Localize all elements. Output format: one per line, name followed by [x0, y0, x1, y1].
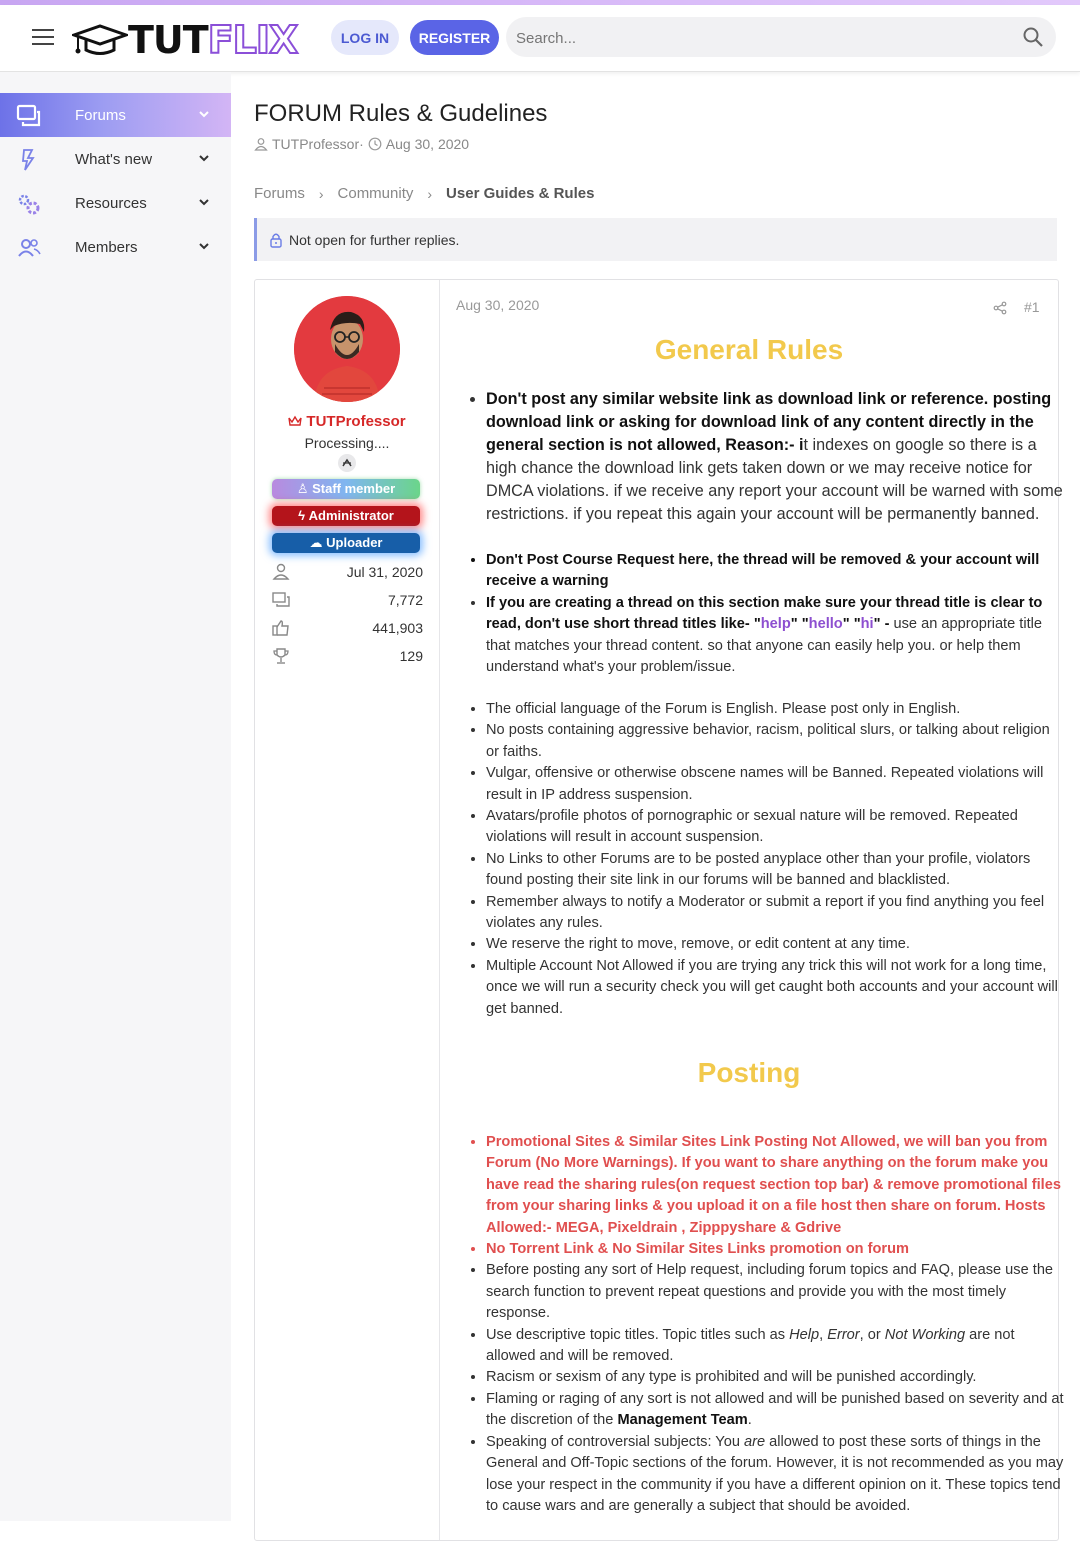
- gears-icon: [16, 191, 42, 217]
- rule-italic: Not Working: [884, 1326, 966, 1343]
- list-item: • No Torrent Link & No Similar Sites Links promotion on forum: [486, 1239, 1064, 1260]
- rule-text: are not allowed and will be removed.: [486, 1326, 1015, 1365]
- list-item: [486, 593, 1064, 679]
- heading-general-rules: General Rules: [654, 334, 844, 365]
- rule-text: .: [747, 1412, 752, 1429]
- stat-value: 129: [399, 648, 423, 664]
- list-item: • The official language of the Forum is English. Please post only in English.: [486, 699, 1064, 720]
- search-input[interactable]: [514, 17, 1008, 59]
- post-number[interactable]: #1: [1024, 299, 1040, 315]
- stat-value: 441,903: [372, 620, 423, 636]
- logo-text-flix: FLIX: [207, 18, 298, 62]
- breadcrumb-community[interactable]: Community: [337, 185, 414, 202]
- rule-italic: are: [743, 1433, 766, 1450]
- chevron-right-icon: ›: [318, 185, 324, 202]
- chevron-right-icon: ›: [427, 185, 433, 202]
- rules-list: [470, 699, 1064, 1020]
- list-item: • Don't Post Course Request here, the thread will be removed & your account will receive a warning: [486, 550, 1064, 593]
- clock-icon: [368, 137, 382, 151]
- list-item: • Promotional Sites & Similar Sites Link Posting Not Allowed, we will ban you from Forum (No More Warnings). If you want to share anything on the forum make you have read the sharing rules(on request section top bar) & remove promotional files from your sharing links & you upload it on a file host then share on forum. Hosts Allowed:- MEGA, Pixeldrain , Zipppyshare & Gdrive: [486, 1132, 1064, 1239]
- post-user-panel: [255, 280, 440, 1540]
- menu-icon[interactable]: [32, 29, 54, 47]
- sidebar-item-whats-new[interactable]: [0, 137, 231, 181]
- register-button[interactable]: REGISTER: [410, 20, 499, 55]
- sidebar-item-label: Forums: [75, 106, 126, 124]
- rule-text: use an appropriate title that matches your thread content. so that anyone can easily help you. or help them understand what's your problem/issue.: [486, 616, 1042, 676]
- share-icon[interactable]: [993, 301, 1007, 315]
- list-item: • We reserve the right to move, remove, or edit content at any time.: [486, 934, 1064, 955]
- rule-italic: Help: [789, 1326, 820, 1343]
- general-rules-list: [470, 388, 1064, 526]
- graduation-cap-icon: [72, 23, 128, 57]
- stat-value: Jul 31, 2020: [346, 564, 423, 580]
- locked-notice: [254, 218, 1057, 261]
- stat-messages: [269, 590, 423, 612]
- list-item: [486, 1432, 1064, 1518]
- chevron-down-icon[interactable]: [198, 240, 210, 252]
- badge-label: Staff member: [312, 481, 396, 496]
- rule-highlight: hello: [808, 616, 843, 633]
- rule-bold-text: If you are creating a thread on this section make sure your thread title is clear to read, don't use short thread titles like- ": [486, 594, 1043, 633]
- list-item: [486, 1325, 1064, 1368]
- list-item: • No posts containing aggressive behavior, racism, political slurs, or talking about religion or faiths.: [486, 720, 1064, 763]
- sidebar-item-label: Members: [75, 238, 138, 256]
- user-icon: [271, 562, 291, 582]
- user-title: Processing....: [304, 435, 390, 451]
- list-item: • Multiple Account Not Allowed if you are trying any trick this will not work for a long time, once we will run a security check you will get caught both accounts and your account will get banned.: [486, 956, 1064, 1020]
- posting-rules-list: [470, 1132, 1064, 1517]
- rule-highlight: hi: [860, 616, 874, 633]
- rule-text: allowed to post these sorts of things in the General and Off-Topic sections of the forum. However, it is not recommended as you may lose your respect in the community if you have a different opinion on it. These topics tend to cause wars and are generally a subject that should be avoided.: [486, 1433, 1064, 1514]
- lightning-icon: [16, 147, 42, 173]
- rule-text: ,: [819, 1326, 828, 1343]
- list-item: • Remember always to notify a Moderator or submit a report if you find anything you feel violates any rules.: [486, 892, 1064, 935]
- rule-italic: Error: [827, 1326, 860, 1343]
- sidebar: [0, 72, 231, 1521]
- badge-label: Uploader: [326, 535, 383, 550]
- sidebar-item-resources[interactable]: [0, 181, 231, 225]
- badge-uploader: [272, 533, 420, 553]
- rule-quote: " ": [790, 616, 809, 633]
- search-box: [506, 17, 1056, 57]
- members-icon: [16, 235, 42, 261]
- list-item: • Avatars/profile photos of pornographic or sexual nature will be removed. Repeated violations will result in account suspension.: [486, 806, 1064, 849]
- username[interactable]: [255, 413, 439, 430]
- rule-highlight: help: [760, 616, 791, 633]
- rule-text: Use descriptive topic titles. Topic titles such as: [486, 1326, 790, 1343]
- list-item: [486, 1389, 1064, 1432]
- stat-value: 7,772: [387, 592, 423, 608]
- rule-text: Flaming or raging of any sort is not allowed and will be punished based on severity and at the discretion of the: [486, 1390, 1064, 1429]
- badge-label: Administrator: [308, 508, 394, 523]
- search-icon[interactable]: [1022, 26, 1044, 48]
- badge-icon: ♙: [296, 481, 313, 496]
- rule-quote: " ": [842, 616, 861, 633]
- sidebar-item-forums[interactable]: [0, 93, 231, 137]
- list-item: [486, 388, 1064, 526]
- list-item: • No Links to other Forums are to be posted anyplace other than your profile, violators found posting their site link in our forums will be banned and blacklisted.: [486, 849, 1064, 892]
- rule-bold-text: Don't post any similar website link as download link or reference. posting download link or asking for download link of any content directly in the general section is not allowed, Reason:- i: [486, 390, 1052, 454]
- sidebar-item-members[interactable]: [0, 225, 231, 269]
- username-text: TUTProfessor: [306, 413, 406, 430]
- general-rules-list-2: [470, 550, 1064, 678]
- lock-icon: [269, 232, 283, 248]
- stat-reactions: [269, 618, 423, 640]
- thread-meta: [254, 136, 469, 152]
- login-button[interactable]: LOG IN: [331, 20, 399, 55]
- thumbs-up-icon: [271, 618, 291, 638]
- heading-posting: Posting: [697, 1057, 801, 1088]
- trophy-icon: [271, 646, 291, 666]
- badge-staff-member: [272, 479, 420, 499]
- avatar-image: [294, 296, 400, 402]
- thread-date[interactable]: Aug 30, 2020: [385, 136, 470, 152]
- cloud-upload-icon: ☁: [309, 535, 327, 550]
- breadcrumb-forums[interactable]: Forums: [254, 185, 305, 202]
- list-item: • Racism or sexism of any type is prohibited and will be punished accordingly.: [486, 1367, 1064, 1388]
- crown-icon: [288, 415, 302, 427]
- badge-administrator: [272, 506, 420, 526]
- chevron-down-icon[interactable]: [198, 108, 210, 120]
- chevron-down-icon[interactable]: [198, 196, 210, 208]
- chevron-down-icon[interactable]: [198, 152, 210, 164]
- list-item: • Vulgar, offensive or otherwise obscene names will be Banned. Repeated violations will result in IP address suspension.: [486, 763, 1064, 806]
- thread-author[interactable]: TUTProfessor·: [272, 136, 364, 152]
- avatar[interactable]: [294, 296, 400, 402]
- lightning-icon: ϟ: [298, 508, 309, 523]
- forums-icon: [16, 103, 42, 129]
- user-banner-icon: [338, 454, 356, 472]
- breadcrumb-current[interactable]: User Guides & Rules: [446, 185, 595, 202]
- stat-points: [269, 646, 423, 668]
- rule-text: t indexes on google so there is a high chance the download link gets taken down or we may receive notice for DMCA violations. if we receive any report your account will be warned with some restrictions. if you repeat this again your account will be permanently banned.: [486, 436, 1063, 523]
- post: [254, 279, 1064, 1541]
- sidebar-item-label: What's new: [75, 150, 153, 168]
- sidebar-item-label: Resources: [75, 194, 147, 212]
- logo-text-tut: TUT: [128, 18, 208, 62]
- header-bar: [0, 5, 1080, 72]
- rule-text: , or: [859, 1326, 885, 1343]
- rule-quote: " -: [873, 616, 890, 633]
- page-title: FORUM Rules & Gudelines: [254, 100, 548, 127]
- user-icon: [254, 137, 268, 151]
- rule-text: Speaking of controversial subjects: You: [486, 1433, 744, 1450]
- notice-text: Not open for further replies.: [289, 231, 460, 248]
- breadcrumb: [254, 185, 594, 202]
- site-logo[interactable]: [72, 19, 297, 61]
- stat-joined: [269, 562, 423, 584]
- rule-bold-text: Management Team: [617, 1412, 748, 1429]
- list-item: • Before posting any sort of Help request, including forum topics and FAQ, please use the search function to prevent repeat questions and provide you with the most timely response.: [486, 1260, 1064, 1324]
- post-date[interactable]: Aug 30, 2020: [456, 297, 540, 313]
- messages-icon: [271, 590, 291, 610]
